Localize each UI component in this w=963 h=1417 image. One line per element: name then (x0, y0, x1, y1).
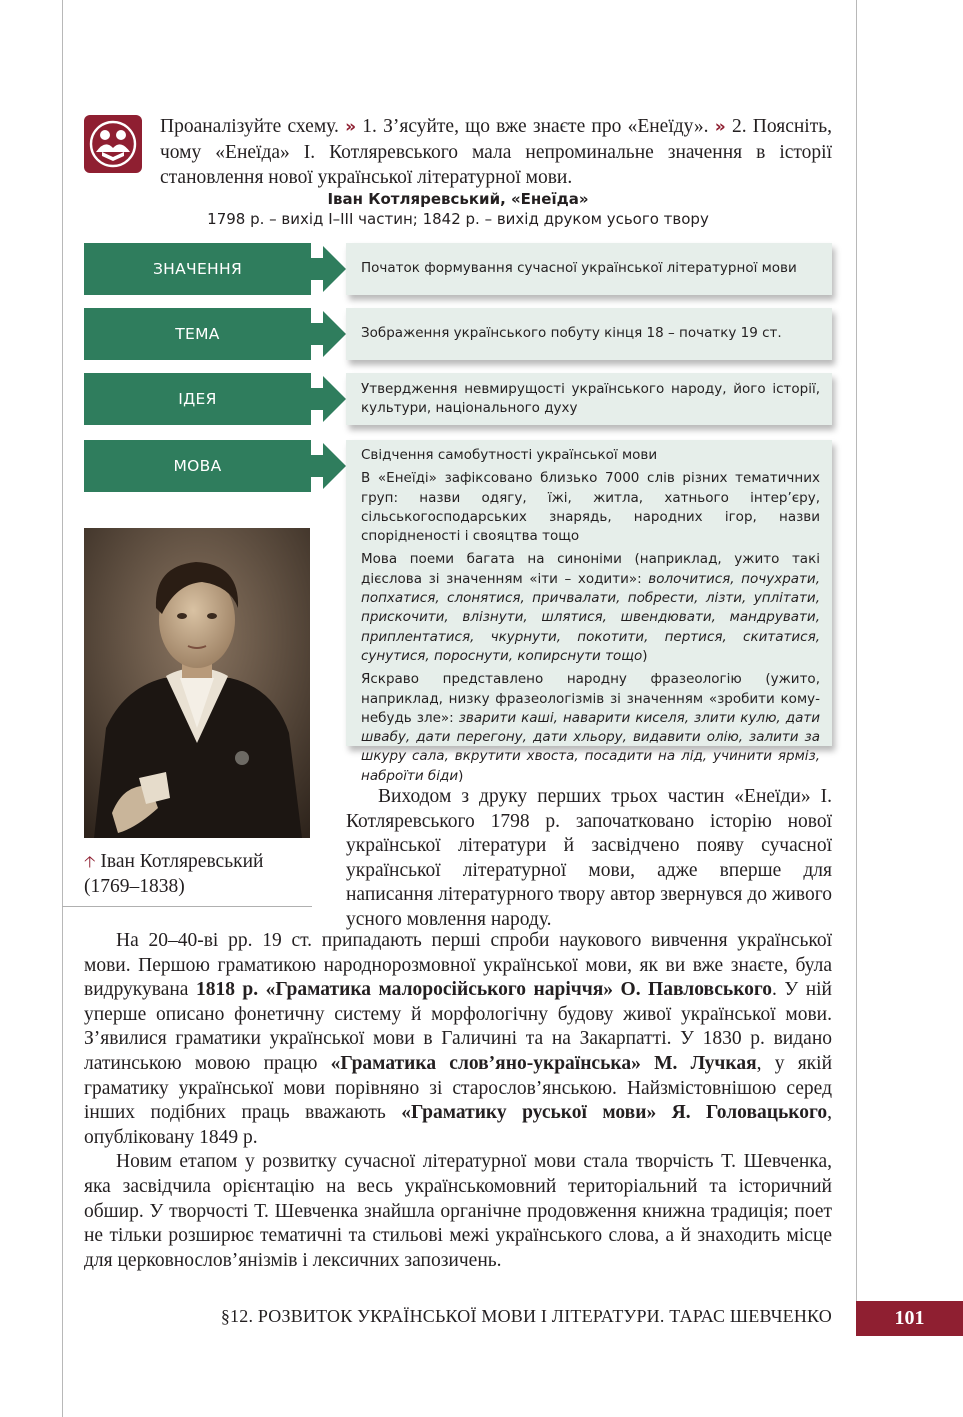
page-number: 101 (856, 1301, 963, 1336)
grammars-text-a: На 20–40-ві рр. 19 ст. припадають перші спроби наукового вивчення української мови. Першою граматикою народнорозмовної української мови, як ви вже знаєте, була видрукувана (84, 930, 832, 1001)
scheme-box-language (346, 440, 832, 784)
grammar-luchkai: «Граматика слов’яно-українська» М. Лучкая (330, 1052, 757, 1074)
scheme-title: Іван Котляревський, «Енеїда» (327, 190, 589, 208)
portrait-caption (84, 849, 314, 899)
paragraph-shevchenko: Новим етапом у розвитку сучасної літературної мови стала творчість Т. Шевченка, яка засвідчила орієнтацію на весь українськомовний територіальний та історичний обшир. У творчості Т. Шевченка знайшла органічне продовження книжна традиція; поет не тільки розширює тематичні та стильові межі українського слова, а й знаходить місце для церковнослов’янізмів і лексичних запозичень. (84, 1151, 832, 1271)
arrow-right-icon (311, 374, 347, 424)
scheme-label-theme: ТЕМА (84, 308, 311, 360)
scheme-subtitle: 1798 р. – вихід I–III частин; 1842 р. – вихід друком усього твору (207, 210, 709, 228)
scheme-box-idea (346, 373, 832, 425)
scheme-label-idea: ІДЕЯ (84, 373, 311, 425)
caption-divider (62, 906, 312, 907)
language-point-4-tail: ) (458, 767, 464, 784)
up-arrow-icon: 🡡 (84, 852, 96, 871)
phraseology-list: зварити каші, наварити киселя, злити кулю, дати швабу, дати перегону, дати хльору, видавити олію, залити за шкуру сала, вкрутити хвоста, посадити на лід, учинити ярміз, наброїти біди (361, 709, 820, 784)
language-point-4-lead: Яскраво представлено народну фразеологію (ужито, наприклад, низку фразеологізмів зі значенням «зробити кому-небудь зле»: (361, 671, 820, 726)
caption-years: (1769–1838) (84, 876, 185, 897)
paragraph-grammars (84, 929, 832, 1150)
language-point-3-tail: ) (642, 647, 648, 664)
task-part-1: Проаналізуйте схему. (160, 116, 339, 137)
language-point-2: В «Енеїді» зафіксовано близько 7000 слів різних тематичних груп: назви одягу, їжі, житла, хатнього інтер’єру, сільськогосподарських знарядь, народних ігор, назви спорідненості і свояцтва тощо (361, 470, 820, 545)
arrow-right-icon (311, 244, 347, 294)
portrait-image (84, 528, 310, 838)
task-instructions (160, 114, 832, 190)
synonym-list: волочитися, почухрати, попхатися, слонятися, причвалати, побрести, лізти, уплітати, прискочити, влізнути, шлятися, швендювати, мандрувати, приплентатися, чкурнути, покотити, пертися, скитатися, сунутися, пороснути, копирснути тощо (361, 570, 820, 664)
scheme-box-meaning (346, 243, 832, 295)
task-part-3: 2. Поясніть, чому «Енеїда» І. Котляревського мала непроминальне значення в історії становлення нової української літературної мови. (160, 116, 833, 188)
paragraph-eneida-publication (346, 785, 832, 933)
right-margin-rule (856, 0, 857, 1301)
scheme-text-meaning: Початок формування сучасної української літературної мови (361, 260, 797, 277)
scheme-text-idea: Утвердження невмирущості українського народу, його історії, культури, національного духу (361, 380, 820, 416)
grammars-text-e: , у якій граматику української мови порівняно зі старослов’янською. Найзмістовнішою серед інших подібних праць вважають (84, 1052, 833, 1124)
caption-name: Іван Котляревський (100, 851, 264, 872)
group-reading-icon (84, 115, 142, 173)
scheme-label-meaning: ЗНАЧЕННЯ (84, 243, 311, 295)
arrow-right-icon (311, 441, 347, 491)
main-text (84, 929, 832, 1273)
language-point-3-lead: Мова поеми багата на синоніми (наприклад, ужито такі дієслова зі значенням «іти – ходити»: (361, 551, 820, 587)
grammars-text-c: . У ній уперше описано фонетичну систему й морфологічну будову живої української мови. З’явилися граматики української мови в Галичині та на Закарпатті. У 1830 р. видано латинською мовою працю (84, 979, 832, 1074)
running-footer: §12. РОЗВИТОК УКРАЇНСЬКОЇ МОВИ І ЛІТЕРАТУРИ. ТАРАС ШЕВЧЕНКО (220, 1306, 832, 1326)
arrow-right-icon (311, 309, 347, 359)
grammar-holovatsky: «Граматику руської мови» Я. Головацького (401, 1102, 828, 1124)
language-point-3 (361, 550, 820, 666)
left-margin-rule (62, 0, 63, 1417)
scheme-label-language: МОВА (84, 440, 311, 492)
double-arrow-icon: » (345, 117, 357, 137)
language-point-1: Свідчення самобутності української мови (361, 447, 658, 463)
scheme-box-theme (346, 308, 832, 360)
language-point-4 (361, 670, 820, 786)
scheme-text-theme: Зображення українського побуту кінця 18 – початку 19 ст. (361, 325, 782, 342)
double-arrow-icon: » (714, 117, 726, 137)
grammars-text-g: , опубліковану 1849 р. (84, 1102, 832, 1148)
task-part-2: 1. З’ясуйте, що вже знаєте про «Енеїду». (362, 116, 709, 137)
grammar-pavlovsky: 1818 р. «Граматика малоросійського наріччя» О. Павловського (195, 979, 773, 1001)
paragraph-1-text: Виходом з друку перших трьох частин «Енеїди» І. Котляревського 1798 р. започатковано історію нової української літератури й засвідчено появу сучасної української літературної мови, адже вперше для написання літературного твору автор звернувся до живого усного мовлення народу. (346, 786, 832, 930)
